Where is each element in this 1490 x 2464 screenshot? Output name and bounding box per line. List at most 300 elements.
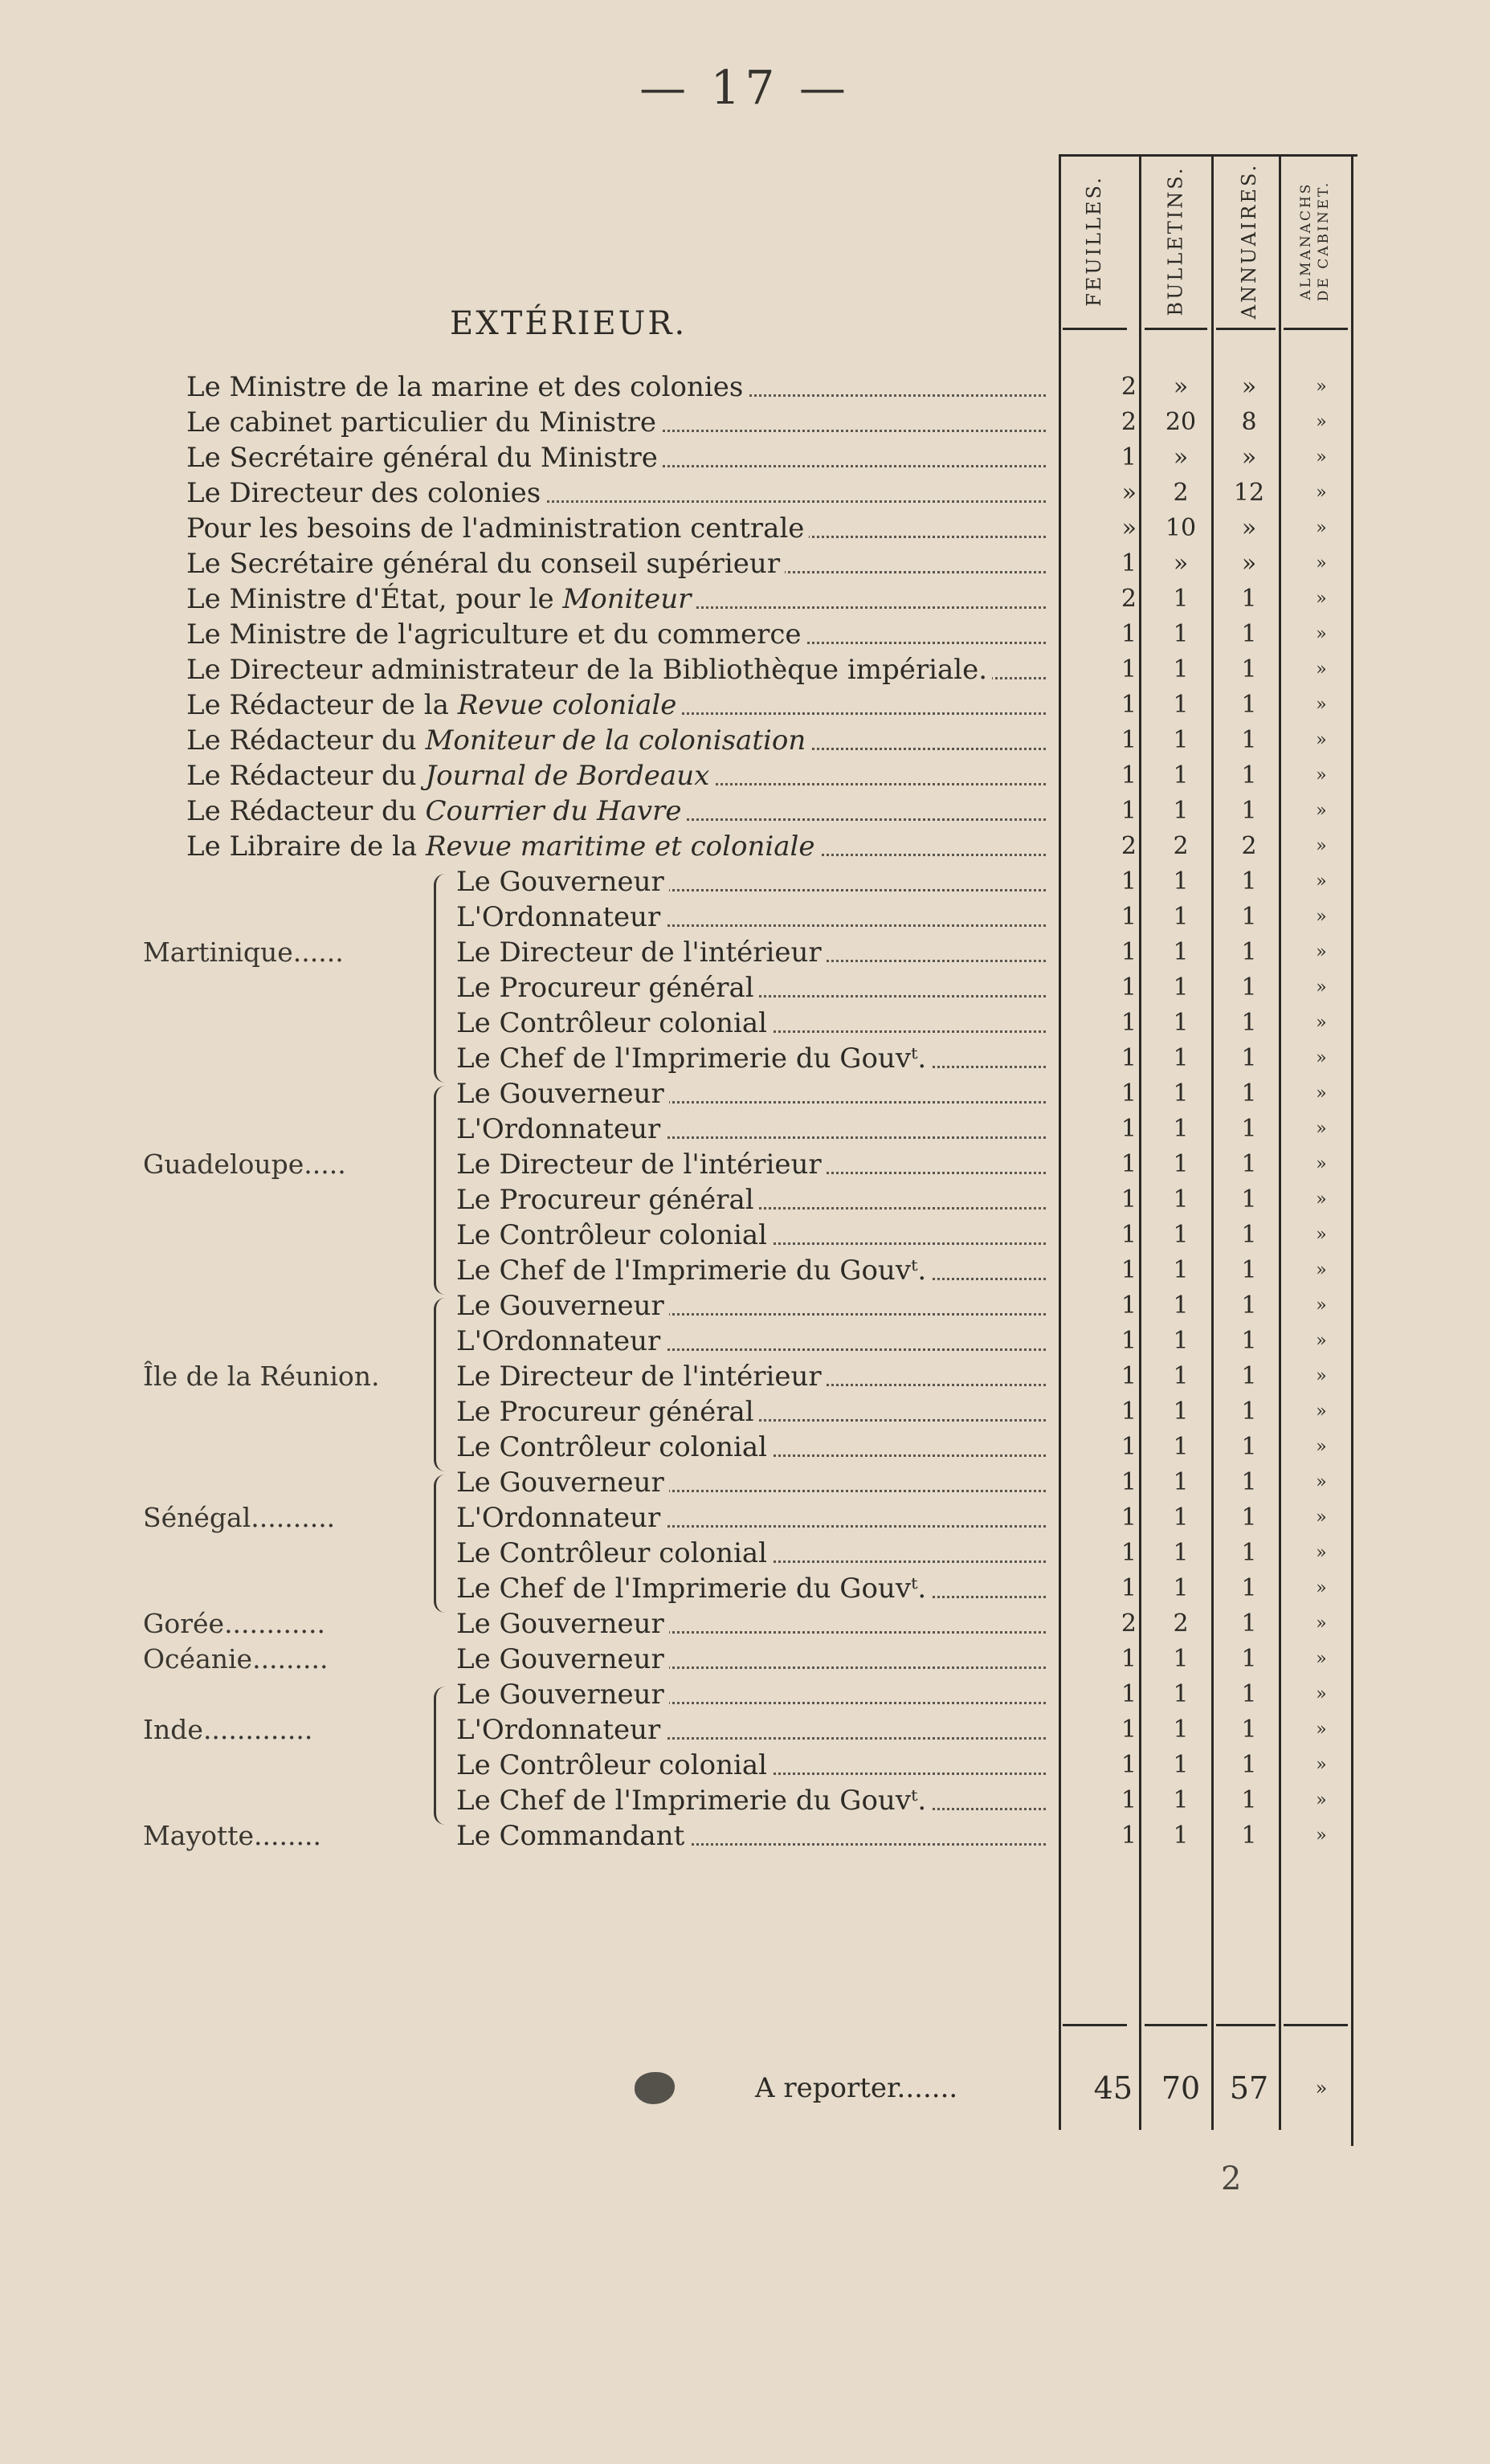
- value-bulletins: 1: [1173, 867, 1189, 895]
- row-label: [456, 1748, 1046, 1783]
- total-almanachs: »: [1315, 2077, 1328, 2099]
- value-annuaires: 1: [1241, 1256, 1257, 1284]
- row-label: [456, 1006, 1046, 1041]
- value-feuilles: 1: [1121, 973, 1137, 1002]
- value-almanachs: »: [1316, 1790, 1327, 1810]
- row-label: [186, 440, 1046, 475]
- table-row: [0, 1465, 1490, 1500]
- value-feuilles: 1: [1121, 1291, 1137, 1320]
- row-label-text: Le Directeur de l'intérieur: [456, 936, 822, 969]
- row-label-text: Le Gouverneur: [456, 1608, 664, 1640]
- value-almanachs: »: [1316, 1048, 1327, 1068]
- value-feuilles: 1: [1121, 761, 1137, 789]
- row-label: [456, 970, 1046, 1006]
- value-almanachs: »: [1316, 1826, 1327, 1846]
- value-feuilles: 1: [1121, 443, 1137, 471]
- value-annuaires: 1: [1241, 1362, 1257, 1390]
- value-feuilles: 1: [1121, 655, 1137, 683]
- header-underline-2: [1145, 328, 1207, 330]
- row-label-text: Le Gouverneur: [456, 1679, 664, 1711]
- value-almanachs: »: [1316, 907, 1327, 927]
- row-label: [456, 1182, 1046, 1218]
- value-annuaires: 1: [1241, 1433, 1257, 1461]
- value-feuilles: 1: [1121, 903, 1137, 931]
- row-label: [456, 1783, 1046, 1818]
- table-row: [0, 864, 1490, 900]
- row-label-text: Le Procureur général: [456, 1184, 754, 1216]
- row-label: [186, 581, 1046, 617]
- value-almanachs: »: [1316, 695, 1327, 715]
- row-label: [456, 1394, 1046, 1430]
- value-annuaires: 1: [1241, 938, 1257, 966]
- value-annuaires: 2: [1241, 832, 1257, 860]
- value-annuaires: 1: [1241, 1539, 1257, 1567]
- value-annuaires: 1: [1241, 1009, 1257, 1037]
- value-bulletins: 1: [1173, 1786, 1189, 1814]
- row-label: [456, 1465, 1046, 1500]
- value-annuaires: 1: [1241, 867, 1257, 895]
- row-label-text: L'Ordonnateur: [456, 901, 661, 933]
- value-bulletins: 1: [1173, 691, 1189, 719]
- row-label-title: Journal de Bordeaux: [425, 760, 710, 792]
- value-annuaires: 1: [1241, 1468, 1257, 1496]
- value-annuaires: 1: [1241, 691, 1257, 719]
- value-feuilles: 1: [1121, 1821, 1137, 1850]
- value-feuilles: 2: [1121, 373, 1137, 401]
- value-almanachs: »: [1316, 871, 1327, 891]
- table-row: [0, 1394, 1490, 1430]
- value-feuilles: 2: [1121, 832, 1137, 860]
- value-almanachs: »: [1316, 1331, 1327, 1351]
- table-top-rule: [1059, 154, 1357, 157]
- column-header-feuilles: FEUILLES.: [1083, 175, 1105, 307]
- value-bulletins: 1: [1173, 1680, 1189, 1708]
- row-label: [456, 1500, 1046, 1536]
- row-label: [456, 1430, 1046, 1465]
- value-bulletins: 1: [1173, 1150, 1189, 1178]
- row-label: [456, 1218, 1046, 1253]
- value-feuilles: 1: [1121, 938, 1137, 966]
- row-label-text: Le Ministre d'État, pour le: [186, 583, 563, 615]
- row-label: [186, 369, 1046, 405]
- value-bulletins: 1: [1173, 1044, 1189, 1072]
- value-feuilles: 1: [1121, 1115, 1137, 1143]
- row-label: [456, 1147, 1046, 1182]
- value-feuilles: 1: [1121, 1539, 1137, 1567]
- row-label-text: Le Rédacteur du: [186, 760, 426, 792]
- value-bulletins: 1: [1173, 1291, 1189, 1320]
- row-label: [456, 1818, 1046, 1854]
- value-almanachs: »: [1316, 447, 1327, 467]
- value-bulletins: 1: [1173, 1433, 1189, 1461]
- table-row: [0, 1324, 1490, 1359]
- table-row: [0, 369, 1490, 405]
- row-label-text: Le Contrôleur colonial: [456, 1537, 767, 1569]
- table-row: [0, 1218, 1490, 1253]
- value-annuaires: 1: [1241, 1786, 1257, 1814]
- table-row: [0, 723, 1490, 758]
- column-header-annuaires: ANNUAIRES.: [1238, 162, 1260, 320]
- row-label: [456, 1041, 1046, 1076]
- header-underline-3: [1216, 328, 1276, 330]
- row-label: [186, 617, 1046, 652]
- table-row: [0, 1783, 1490, 1818]
- value-almanachs: »: [1316, 1225, 1327, 1245]
- row-label: [456, 1253, 1046, 1288]
- table-row: [0, 1041, 1490, 1076]
- value-feuilles: 1: [1121, 1009, 1137, 1037]
- value-feuilles: 2: [1121, 585, 1137, 613]
- value-almanachs: »: [1316, 1154, 1327, 1174]
- row-label: [186, 758, 1046, 793]
- table-row: [0, 1006, 1490, 1041]
- value-bulletins: 1: [1173, 726, 1189, 754]
- total-feuilles: 45: [1093, 2070, 1133, 2106]
- region-label: Inde.............: [143, 1714, 313, 1745]
- total-row: [0, 2068, 1490, 2108]
- value-bulletins: 1: [1173, 1574, 1189, 1602]
- table-row: [0, 1288, 1490, 1324]
- table-row: [0, 687, 1490, 723]
- value-annuaires: 1: [1241, 585, 1257, 613]
- row-label: [456, 1288, 1046, 1324]
- value-bulletins: 10: [1165, 514, 1197, 542]
- value-annuaires: 12: [1233, 479, 1265, 507]
- row-label-text: Le Gouverneur: [456, 1643, 664, 1675]
- region-label: Sénégal..........: [143, 1502, 336, 1533]
- value-feuilles: 1: [1121, 1503, 1137, 1532]
- value-feuilles: 1: [1121, 1044, 1137, 1072]
- value-almanachs: »: [1316, 589, 1327, 609]
- row-label: [186, 511, 1046, 546]
- value-bulletins: 1: [1173, 1009, 1189, 1037]
- row-label-title: Revue coloniale: [457, 689, 677, 721]
- brace-senegal: [434, 1475, 451, 1613]
- row-label-title: Revue maritime et coloniale: [425, 830, 815, 863]
- value-bulletins: 2: [1173, 832, 1189, 860]
- value-almanachs: »: [1316, 412, 1327, 432]
- value-feuilles: 1: [1121, 549, 1137, 577]
- row-label-text: Le Ministre de l'agriculture et du commerce: [186, 618, 802, 651]
- row-label: [186, 475, 1046, 511]
- value-almanachs: »: [1316, 483, 1327, 503]
- value-feuilles: 1: [1121, 691, 1137, 719]
- value-almanachs: »: [1316, 1013, 1327, 1033]
- table-row: [0, 829, 1490, 864]
- value-bulletins: 1: [1173, 655, 1189, 683]
- table-row: [0, 1147, 1490, 1182]
- value-almanachs: »: [1316, 1578, 1327, 1598]
- row-label: [456, 1112, 1046, 1147]
- row-label-text: Le Ministre de la marine et des colonies: [186, 371, 744, 403]
- value-bulletins: 1: [1173, 1221, 1189, 1249]
- row-label-text: L'Ordonnateur: [456, 1714, 661, 1746]
- value-almanachs: »: [1316, 1119, 1327, 1139]
- value-annuaires: 1: [1241, 1574, 1257, 1602]
- row-label: [186, 405, 1046, 440]
- value-bulletins: 1: [1173, 1256, 1189, 1284]
- table-row: [0, 581, 1490, 617]
- value-almanachs: »: [1316, 1507, 1327, 1528]
- table-row: [0, 1712, 1490, 1748]
- row-label-text: Le Commandant: [456, 1820, 685, 1852]
- value-annuaires: 1: [1241, 620, 1257, 648]
- value-bulletins: 2: [1173, 479, 1189, 507]
- row-label-text: Le Chef de l'Imprimerie du Gouvᵗ.: [456, 1573, 927, 1605]
- value-bulletins: 1: [1173, 1645, 1189, 1673]
- value-annuaires: 8: [1241, 408, 1257, 436]
- value-almanachs: »: [1316, 1366, 1327, 1386]
- table-row: [0, 1677, 1490, 1712]
- value-feuilles: 1: [1121, 1645, 1137, 1673]
- table-row: [0, 1076, 1490, 1112]
- value-almanachs: »: [1316, 1083, 1327, 1103]
- value-annuaires: 1: [1241, 726, 1257, 754]
- row-label-text: Le Chef de l'Imprimerie du Gouvᵗ.: [456, 1785, 927, 1817]
- value-bulletins: 1: [1173, 1079, 1189, 1108]
- value-feuilles: 1: [1121, 1362, 1137, 1390]
- row-label-text: Le Directeur de l'intérieur: [456, 1361, 822, 1393]
- value-bulletins: 1: [1173, 1751, 1189, 1779]
- value-annuaires: »: [1241, 443, 1257, 471]
- table-row: [0, 546, 1490, 581]
- column-header-almanachs: [1279, 161, 1351, 321]
- value-almanachs: »: [1316, 1401, 1327, 1422]
- table-row: [0, 440, 1490, 475]
- value-bulletins: »: [1173, 443, 1189, 471]
- value-bulletins: 1: [1173, 1327, 1189, 1355]
- row-label-text: Le Rédacteur du: [186, 795, 426, 827]
- region-label: Mayotte........: [143, 1820, 321, 1851]
- value-almanachs: »: [1316, 518, 1327, 538]
- table-row: [0, 793, 1490, 829]
- row-label-title: Courrier du Havre: [425, 795, 682, 827]
- row-label-text: Le Procureur général: [456, 1396, 754, 1428]
- value-bulletins: »: [1173, 549, 1189, 577]
- value-feuilles: 1: [1121, 1715, 1137, 1744]
- value-feuilles: »: [1121, 514, 1137, 542]
- value-almanachs: »: [1316, 624, 1327, 644]
- value-annuaires: 1: [1241, 1715, 1257, 1744]
- value-annuaires: 1: [1241, 1503, 1257, 1532]
- header-underline-4: [1284, 328, 1348, 330]
- value-bulletins: 1: [1173, 1539, 1189, 1567]
- row-label-text: Le Rédacteur du: [186, 724, 426, 757]
- printer-signature: 2: [1221, 2160, 1242, 2197]
- value-feuilles: 1: [1121, 1680, 1137, 1708]
- value-bulletins: 1: [1173, 938, 1189, 966]
- value-almanachs: »: [1316, 1437, 1327, 1457]
- row-label-text: Le Gouverneur: [456, 1078, 664, 1110]
- almanachs-line-1: ALMANACHS: [1298, 182, 1314, 300]
- value-almanachs: »: [1316, 1684, 1327, 1704]
- table-row: [0, 1430, 1490, 1465]
- brace-inde: [434, 1687, 451, 1825]
- value-feuilles: 2: [1121, 408, 1137, 436]
- value-feuilles: 1: [1121, 867, 1137, 895]
- table-row: [0, 475, 1490, 511]
- table-row: [0, 1642, 1490, 1677]
- table-row: [0, 652, 1490, 687]
- table-row: [0, 405, 1490, 440]
- row-label: [456, 1677, 1046, 1712]
- row-label: [456, 900, 1046, 935]
- value-feuilles: 1: [1121, 1397, 1137, 1426]
- value-feuilles: 1: [1121, 1751, 1137, 1779]
- value-feuilles: 1: [1121, 1079, 1137, 1108]
- value-bulletins: 1: [1173, 1362, 1189, 1390]
- brace-reunion: [434, 1298, 451, 1471]
- value-almanachs: »: [1316, 1260, 1327, 1280]
- value-annuaires: 1: [1241, 797, 1257, 825]
- value-almanachs: »: [1316, 1543, 1327, 1563]
- table-row: [0, 1182, 1490, 1218]
- almanachs-line-2: DE CABINET.: [1316, 180, 1332, 302]
- total-annuaires: 57: [1229, 2070, 1269, 2106]
- table-row: [0, 1571, 1490, 1606]
- table-row: [0, 511, 1490, 546]
- row-label-text: Le Contrôleur colonial: [456, 1007, 767, 1039]
- value-bulletins: 1: [1173, 1397, 1189, 1426]
- region-label: Île de la Réunion.: [143, 1361, 380, 1392]
- value-annuaires: 1: [1241, 1044, 1257, 1072]
- sum-rule-3: [1216, 2024, 1276, 2026]
- value-annuaires: 1: [1241, 1821, 1257, 1850]
- value-feuilles: 1: [1121, 726, 1137, 754]
- row-label-text: Le Gouverneur: [456, 1467, 664, 1499]
- row-label-title: Moniteur de la colonisation: [425, 724, 806, 757]
- row-label-text: Le Gouverneur: [456, 1290, 664, 1322]
- value-almanachs: »: [1316, 942, 1327, 962]
- row-label-text: Le Directeur des colonies: [186, 477, 541, 509]
- row-label: [186, 723, 1046, 758]
- value-bulletins: 1: [1173, 1185, 1189, 1214]
- row-label-text: L'Ordonnateur: [456, 1502, 661, 1534]
- row-label-text: Le Directeur de l'intérieur: [456, 1148, 822, 1181]
- table-row: [0, 1253, 1490, 1288]
- row-label: [456, 1359, 1046, 1394]
- value-bulletins: 1: [1173, 1115, 1189, 1143]
- table-row: [0, 1359, 1490, 1394]
- value-annuaires: 1: [1241, 1079, 1257, 1108]
- table-row: [0, 1818, 1490, 1854]
- row-label-title: Moniteur: [562, 583, 692, 615]
- value-almanachs: »: [1316, 1719, 1327, 1740]
- value-feuilles: 1: [1121, 1185, 1137, 1214]
- value-almanachs: »: [1316, 553, 1327, 573]
- region-label: Gorée............: [143, 1608, 325, 1639]
- table-row: [0, 900, 1490, 935]
- value-almanachs: »: [1316, 659, 1327, 679]
- value-annuaires: 1: [1241, 1221, 1257, 1249]
- value-almanachs: »: [1316, 1755, 1327, 1775]
- row-label-text: Le cabinet particulier du Ministre: [186, 406, 657, 439]
- value-annuaires: »: [1241, 514, 1257, 542]
- row-label: [186, 652, 1046, 687]
- row-label: [456, 1712, 1046, 1748]
- row-label: [456, 1642, 1046, 1677]
- value-bulletins: 1: [1173, 797, 1189, 825]
- total-label: A reporter.......: [755, 2072, 958, 2104]
- row-label-text: Le Contrôleur colonial: [456, 1219, 767, 1251]
- row-label: [456, 1571, 1046, 1606]
- row-label-text: Le Gouverneur: [456, 866, 664, 898]
- column-header-bulletins: BULLETINS.: [1164, 165, 1186, 316]
- row-label: [186, 546, 1046, 581]
- value-almanachs: »: [1316, 765, 1327, 785]
- value-feuilles: 1: [1121, 1256, 1137, 1284]
- value-annuaires: 1: [1241, 655, 1257, 683]
- value-feuilles: 1: [1121, 1786, 1137, 1814]
- table-row: [0, 1112, 1490, 1147]
- value-almanachs: »: [1316, 730, 1327, 750]
- value-annuaires: 1: [1241, 903, 1257, 931]
- row-label-text: Le Procureur général: [456, 972, 754, 1004]
- value-almanachs: »: [1316, 377, 1327, 397]
- row-label-text: Le Contrôleur colonial: [456, 1431, 767, 1463]
- value-feuilles: 1: [1121, 1433, 1137, 1461]
- row-label-text: Pour les besoins de l'administration centrale: [186, 512, 805, 545]
- row-label: [456, 1606, 1046, 1642]
- value-feuilles: 1: [1121, 1150, 1137, 1178]
- row-label: [186, 687, 1046, 723]
- header-underline-1: [1063, 328, 1127, 330]
- table-row: [0, 1748, 1490, 1783]
- value-annuaires: 1: [1241, 1115, 1257, 1143]
- value-feuilles: 1: [1121, 620, 1137, 648]
- value-almanachs: »: [1316, 801, 1327, 821]
- value-almanachs: »: [1316, 1295, 1327, 1316]
- value-annuaires: 1: [1241, 1645, 1257, 1673]
- value-annuaires: 1: [1241, 973, 1257, 1002]
- value-almanachs: »: [1316, 977, 1327, 997]
- brace-guadeloupe: [434, 1086, 451, 1295]
- value-feuilles: »: [1121, 479, 1137, 507]
- total-bulletins: 70: [1161, 2070, 1201, 2106]
- value-annuaires: 1: [1241, 761, 1257, 789]
- page-number: — 17 —: [639, 60, 851, 115]
- value-feuilles: 1: [1121, 1574, 1137, 1602]
- value-bulletins: »: [1173, 373, 1189, 401]
- value-feuilles: 1: [1121, 797, 1137, 825]
- row-label: [456, 1324, 1046, 1359]
- row-label-text: Le Rédacteur de la: [186, 689, 458, 721]
- row-label: [186, 829, 1046, 864]
- region-label: Martinique......: [143, 936, 344, 968]
- table-row: [0, 1500, 1490, 1536]
- value-annuaires: 1: [1241, 1185, 1257, 1214]
- row-label: [456, 1536, 1046, 1571]
- value-almanachs: »: [1316, 1613, 1327, 1634]
- sum-rule-2: [1145, 2024, 1207, 2026]
- row-label-text: Le Chef de l'Imprimerie du Gouvᵗ.: [456, 1042, 927, 1075]
- row-label: [456, 1076, 1046, 1112]
- row-label-text: Le Contrôleur colonial: [456, 1749, 767, 1781]
- sum-rule-1: [1063, 2024, 1127, 2026]
- region-label: Océanie.........: [143, 1643, 329, 1675]
- value-bulletins: 1: [1173, 1468, 1189, 1496]
- row-label: [456, 864, 1046, 900]
- value-almanachs: »: [1316, 1189, 1327, 1210]
- row-label-text: Le Secrétaire général du Ministre: [186, 442, 658, 474]
- row-label-text: Le Secrétaire général du conseil supérieur: [186, 548, 781, 580]
- row-label-text: Le Directeur administrateur de la Bibliothèque impériale.: [186, 654, 988, 686]
- value-annuaires: 1: [1241, 1609, 1257, 1638]
- section-title: EXTÉRIEUR.: [450, 305, 688, 342]
- table-row: [0, 935, 1490, 970]
- value-feuilles: 1: [1121, 1221, 1137, 1249]
- value-annuaires: 1: [1241, 1291, 1257, 1320]
